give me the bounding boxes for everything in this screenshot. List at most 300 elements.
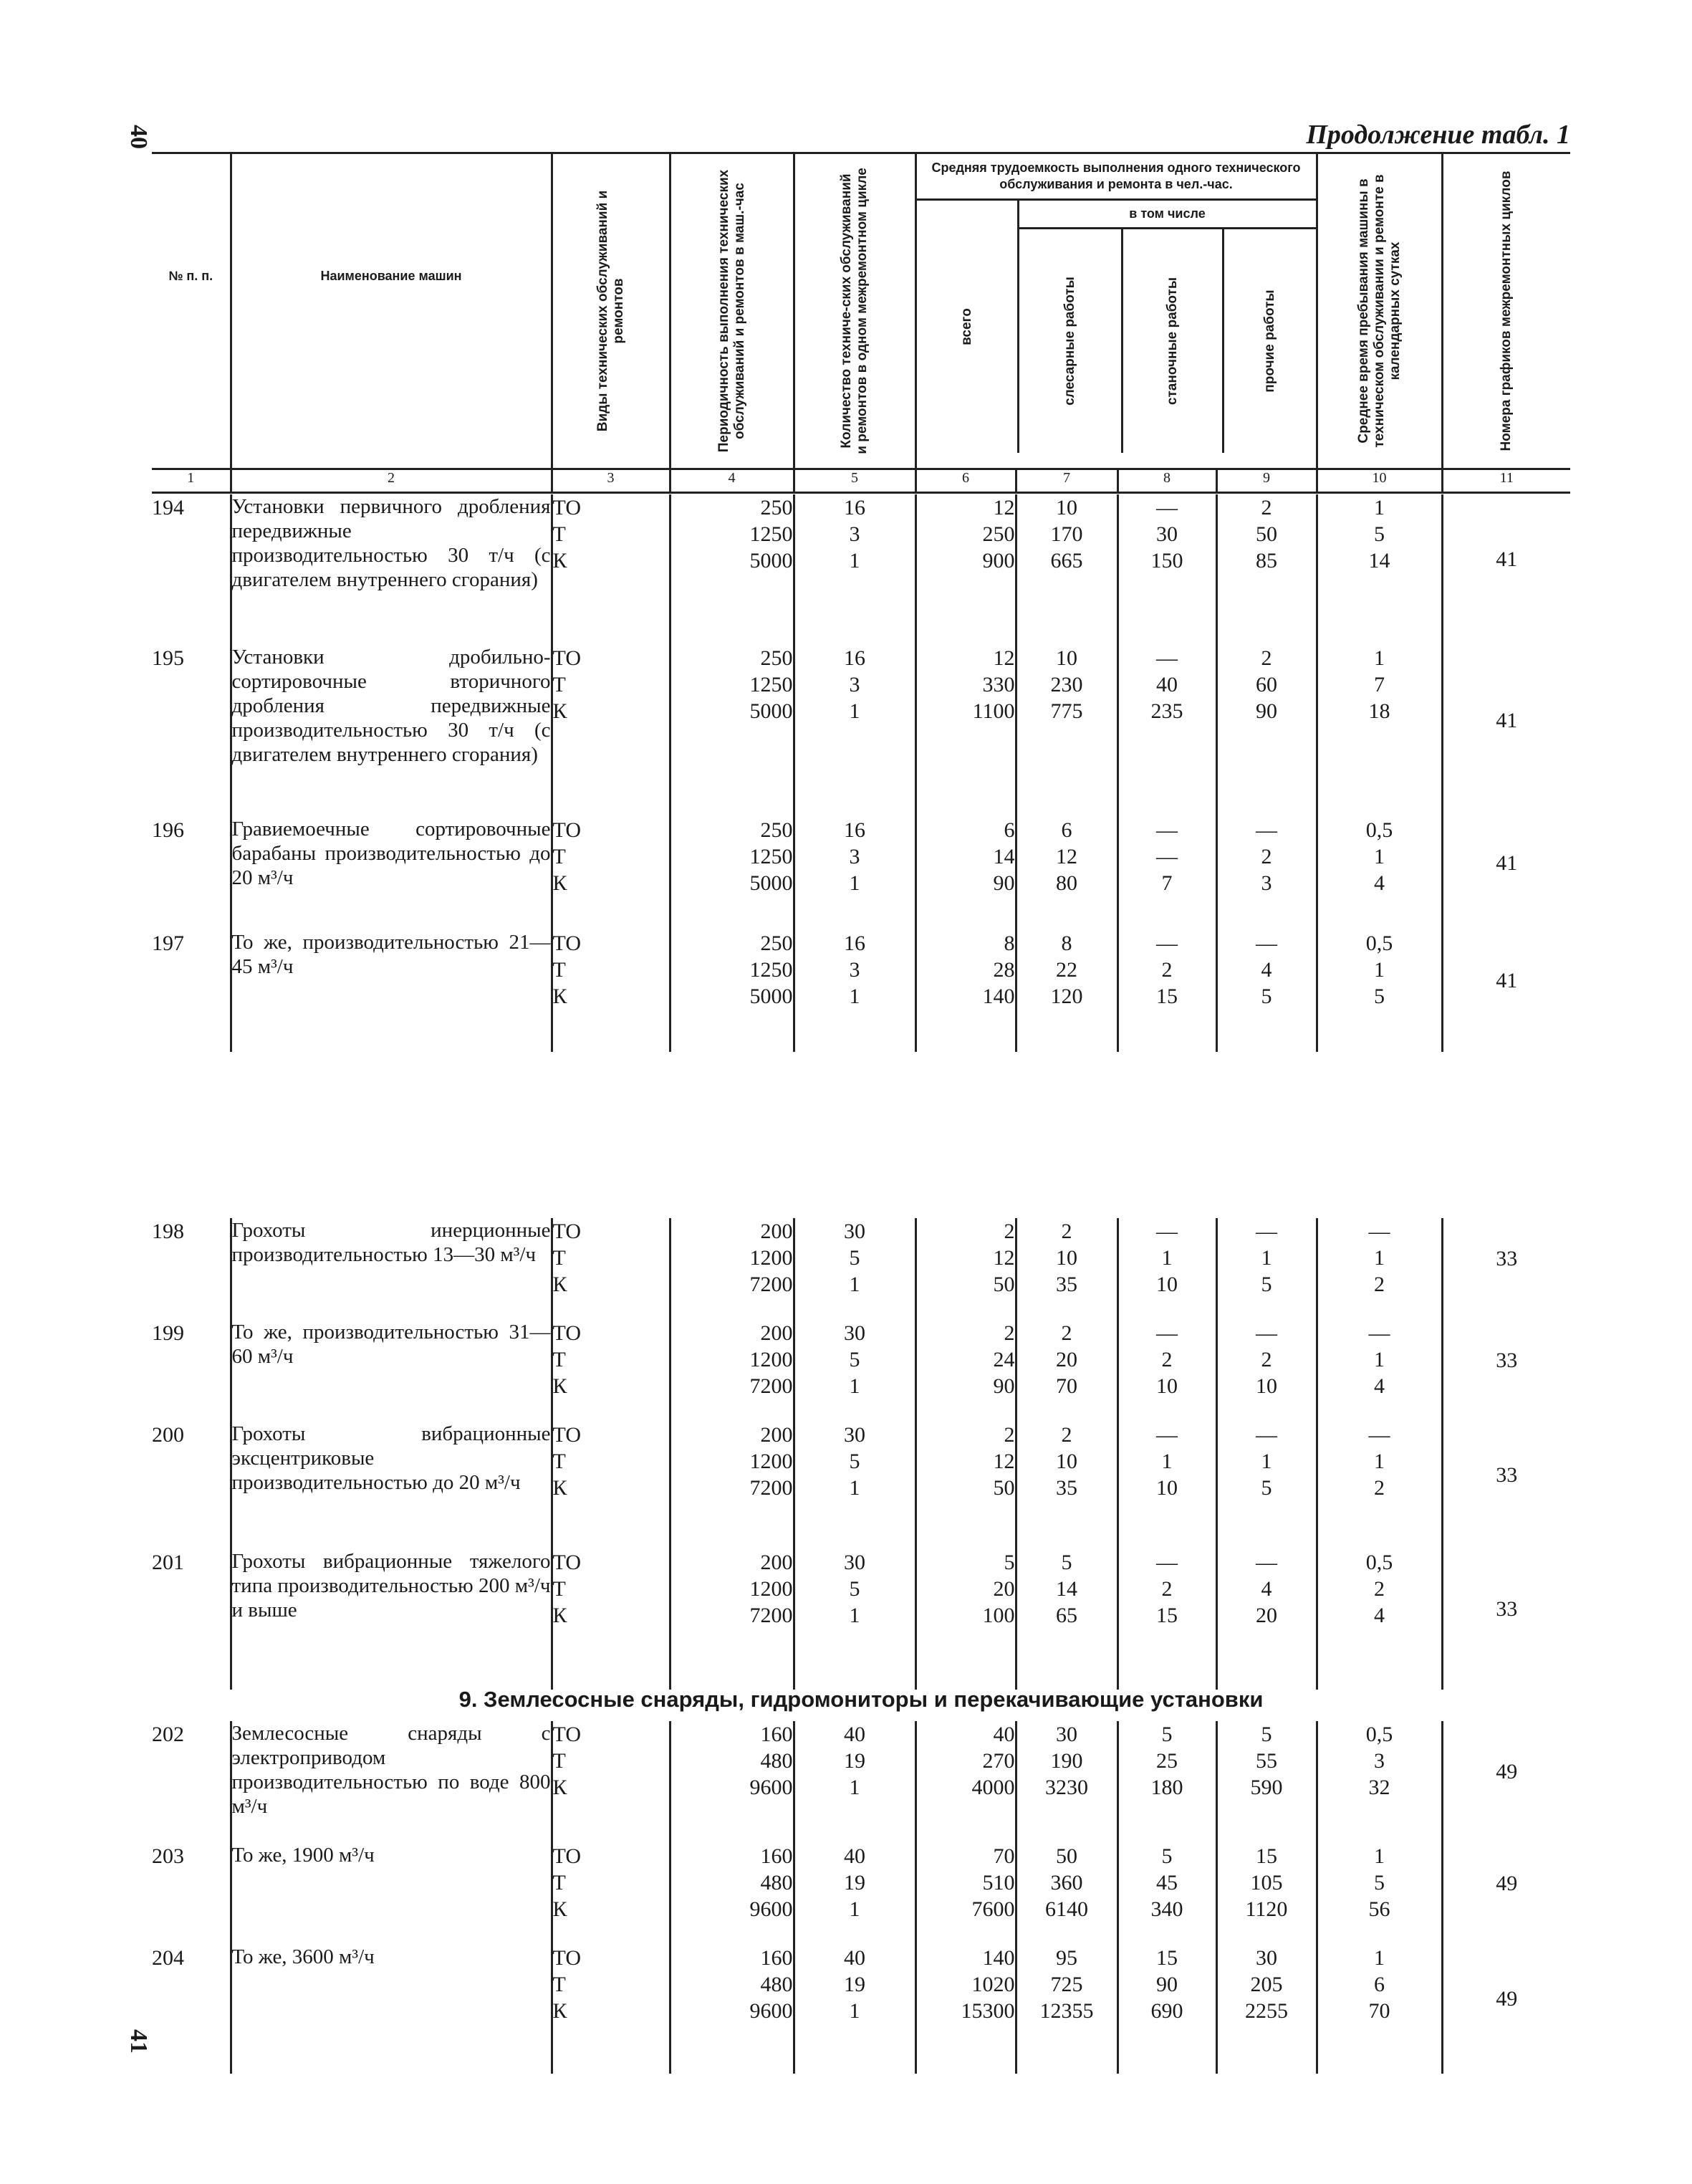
header-number: № п. п. xyxy=(152,153,231,469)
labor-total-value: 50 xyxy=(993,1476,1015,1500)
labor-other xyxy=(1216,1320,1317,1422)
labor-other-value: 55 xyxy=(1256,1749,1277,1773)
header-graph-numbers: Номера графиков межремонтных циклов xyxy=(1442,153,1570,469)
table-row xyxy=(152,1843,1570,1945)
labor-machine xyxy=(1117,1721,1216,1843)
labor-total-value: 90 xyxy=(993,1374,1015,1398)
labor-other-value: — xyxy=(1256,931,1277,955)
table-body-part1 xyxy=(152,494,1570,1052)
graph-number: 41 xyxy=(1442,494,1570,645)
maintenance-count-value: 40 xyxy=(844,1844,865,1868)
machine-name: Грохоты вибрационные эксцентриковые производительностью до 20 м³/ч xyxy=(231,1422,552,1549)
days-in-repair-value: 1 xyxy=(1374,1946,1385,1970)
labor-fitter-value: 22 xyxy=(1056,958,1077,982)
maintenance-kind-value: К xyxy=(552,1273,567,1296)
machine-name: То же, 3600 м³/ч xyxy=(231,1945,552,2074)
periodicity-value: 5000 xyxy=(749,985,793,1008)
labor-fitter-value: 70 xyxy=(1056,1374,1077,1398)
periodicity-value: 200 xyxy=(760,1423,793,1447)
labor-machine-value: — xyxy=(1156,646,1178,670)
maintenance-count-value: 16 xyxy=(844,818,865,842)
maintenance-kind-value: ТО xyxy=(552,1321,582,1345)
labor-other-value: 5 xyxy=(1261,1723,1272,1746)
labor-machine xyxy=(1117,930,1216,1052)
maintenance-kind-value: ТО xyxy=(552,1423,582,1447)
days-in-repair-value: 14 xyxy=(1368,549,1390,573)
maintenance-kind-value: К xyxy=(552,1776,567,1799)
labor-other-value: 1120 xyxy=(1245,1897,1288,1921)
maintenance-count xyxy=(794,1721,915,1843)
periodicity-value: 200 xyxy=(760,1220,793,1243)
periodicity-value: 480 xyxy=(760,1973,793,1996)
header-maintenance-kinds: Виды технических обслуживаний и ремонтов xyxy=(552,153,670,469)
row-number: 202 xyxy=(152,1723,184,1746)
labor-other-value: 2 xyxy=(1261,1348,1272,1371)
periodicity xyxy=(670,1721,794,1843)
maintenance-kind-value: ТО xyxy=(552,931,582,955)
labor-other xyxy=(1216,1945,1317,2074)
header-labor-group: Средняя трудоемкость выполнения одного технического обслуживания и ремонта в чел.-час. всего в том числе слесарные работы станочные работы прочие работы xyxy=(915,153,1317,469)
row-number: 201 xyxy=(152,1551,184,1574)
labor-other-value: 4 xyxy=(1261,958,1272,982)
labor-machine-value: 10 xyxy=(1156,1374,1178,1398)
row-number: 200 xyxy=(152,1423,184,1447)
machine-name: То же, 1900 м³/ч xyxy=(231,1843,552,1945)
labor-fitter-value: 190 xyxy=(1050,1749,1083,1773)
maintenance-kind-value: ТО xyxy=(552,1220,582,1243)
labor-other-value: 30 xyxy=(1256,1946,1277,1970)
periodicity-value: 250 xyxy=(760,496,793,519)
labor-fitter-value: 35 xyxy=(1056,1476,1077,1500)
graph-number: 49 xyxy=(1442,1945,1570,2074)
labor-fitter xyxy=(1016,817,1117,930)
maintenance-count xyxy=(794,1843,915,1945)
row-number: 194 xyxy=(152,496,184,519)
maintenance-count-value: 1 xyxy=(849,1273,860,1296)
column-number-3: 3 xyxy=(552,469,670,493)
table-row xyxy=(152,494,1570,645)
labor-fitter-value: 10 xyxy=(1056,1450,1077,1473)
maintenance-count-value: 3 xyxy=(849,958,860,982)
maintenance-kind-value: К xyxy=(552,1999,567,2023)
days-in-repair-value: 4 xyxy=(1374,1604,1385,1627)
maintenance-count-value: 1 xyxy=(849,1476,860,1500)
labor-machine-value: 150 xyxy=(1150,549,1183,573)
table-row xyxy=(152,817,1570,930)
maintenance-count-value: 5 xyxy=(849,1348,860,1371)
days-in-repair-value: 70 xyxy=(1368,1999,1390,2023)
column-number-7: 7 xyxy=(1016,469,1117,493)
maintenance-kind xyxy=(552,1843,670,1945)
header-including: в том числе xyxy=(1019,201,1316,229)
days-in-repair xyxy=(1317,645,1442,817)
days-in-repair-value: 4 xyxy=(1374,1374,1385,1398)
table-row xyxy=(152,930,1570,1052)
header-machine-name: Наименование машин xyxy=(231,153,552,469)
days-in-repair-value: 1 xyxy=(1374,1844,1385,1868)
periodicity-value: 480 xyxy=(760,1871,793,1895)
labor-machine-value: 10 xyxy=(1156,1273,1178,1296)
days-in-repair xyxy=(1317,930,1442,1052)
periodicity-value: 7200 xyxy=(749,1604,793,1627)
table-row xyxy=(152,1721,1570,1843)
maintenance-count-value: 30 xyxy=(844,1220,865,1243)
row-number: 198 xyxy=(152,1220,184,1243)
maintenance-kind-value: Т xyxy=(552,673,566,696)
periodicity-value: 1250 xyxy=(749,845,793,868)
labor-machine-value: 2 xyxy=(1161,1577,1173,1601)
column-number-5: 5 xyxy=(794,469,915,493)
labor-total-value: 2 xyxy=(1004,1220,1015,1243)
labor-machine xyxy=(1117,645,1216,817)
maintenance-count-value: 1 xyxy=(849,985,860,1008)
periodicity-value: 1250 xyxy=(749,522,793,546)
labor-machine-value: — xyxy=(1156,1551,1178,1574)
periodicity xyxy=(670,494,794,645)
labor-fitter-value: 665 xyxy=(1050,549,1083,573)
days-in-repair xyxy=(1317,1320,1442,1422)
days-in-repair-value: — xyxy=(1368,1220,1390,1243)
periodicity-value: 5000 xyxy=(749,699,793,723)
labor-other-value: — xyxy=(1256,1551,1277,1574)
days-in-repair xyxy=(1317,1218,1442,1320)
labor-total xyxy=(915,1218,1016,1320)
labor-machine-value: 15 xyxy=(1156,1604,1178,1627)
days-in-repair-value: 1 xyxy=(1374,845,1385,868)
labor-machine xyxy=(1117,1549,1216,1690)
labor-fitter-value: 12 xyxy=(1056,845,1077,868)
periodicity xyxy=(670,1218,794,1320)
column-number-1: 1 xyxy=(152,469,231,493)
table-row xyxy=(152,1422,1570,1549)
maintenance-count-value: 5 xyxy=(849,1577,860,1601)
graph-number: 41 xyxy=(1442,645,1570,817)
labor-other-value: 15 xyxy=(1256,1844,1277,1868)
labor-total-value: 510 xyxy=(982,1871,1015,1895)
machine-name: Установки первичного дробления передвижные производительностью 30 т/ч (с двигателем внутреннего сгорания) xyxy=(231,494,552,645)
labor-other-value: 20 xyxy=(1256,1604,1277,1627)
days-in-repair-value: 2 xyxy=(1374,1476,1385,1500)
maintenance-count-value: 1 xyxy=(849,1776,860,1799)
labor-fitter-value: 8 xyxy=(1061,931,1072,955)
labor-other-value: 10 xyxy=(1256,1374,1277,1398)
maintenance-kind-value: К xyxy=(552,1604,567,1627)
maintenance-count-value: 40 xyxy=(844,1946,865,1970)
labor-total-value: 12 xyxy=(993,1246,1015,1270)
labor-total-value: 140 xyxy=(982,1946,1015,1970)
periodicity-value: 1250 xyxy=(749,958,793,982)
maintenance-kind-value: Т xyxy=(552,1246,566,1270)
labor-other xyxy=(1216,817,1317,930)
graph-number: 33 xyxy=(1442,1320,1570,1422)
days-in-repair-value: 3 xyxy=(1374,1749,1385,1773)
labor-total-value: 12 xyxy=(993,496,1015,519)
row-number: 196 xyxy=(152,818,184,842)
labor-machine-value: — xyxy=(1156,931,1178,955)
labor-machine-value: 5 xyxy=(1161,1723,1173,1746)
labor-fitter-value: 2 xyxy=(1061,1423,1072,1447)
labor-other-value: 3 xyxy=(1261,871,1272,895)
labor-other xyxy=(1216,930,1317,1052)
days-in-repair-value: 56 xyxy=(1368,1897,1390,1921)
maintenance-kind-value: ТО xyxy=(552,1723,582,1746)
machine-name: Землесосные снаряды с электроприводом производительностью по воде 800 м³/ч xyxy=(231,1721,552,1843)
maintenance-kind-value: Т xyxy=(552,1749,566,1773)
labor-machine-value: 40 xyxy=(1156,673,1178,696)
days-in-repair-value: 1 xyxy=(1374,1246,1385,1270)
labor-other-value: 4 xyxy=(1261,1577,1272,1601)
days-in-repair-value: 18 xyxy=(1368,699,1390,723)
labor-machine-value: 235 xyxy=(1150,699,1183,723)
table-body-part2 xyxy=(152,1218,1570,1690)
header-other-work: прочие работы xyxy=(1222,229,1316,453)
header-machine-work: станочные работы xyxy=(1121,229,1222,453)
labor-machine-value: 2 xyxy=(1161,958,1173,982)
labor-fitter xyxy=(1016,1721,1117,1843)
periodicity-value: 1200 xyxy=(749,1246,793,1270)
column-number-11: 11 xyxy=(1442,469,1570,493)
table-row xyxy=(152,1320,1570,1422)
labor-other-value: — xyxy=(1256,1423,1277,1447)
header-days-in-repair: Среднее время пребывания машины в техническом обслуживании и ремонте в календарных сутках xyxy=(1317,153,1442,469)
maintenance-kind xyxy=(552,1422,670,1549)
labor-total xyxy=(915,1422,1016,1549)
header-fitter-work: слесарные работы xyxy=(1062,277,1077,406)
row-number: 204 xyxy=(152,1946,184,1970)
maintenance-kind-value: ТО xyxy=(552,1946,582,1970)
labor-machine-value: 690 xyxy=(1150,1999,1183,2023)
periodicity-value: 5000 xyxy=(749,871,793,895)
maintenance-count-value: 30 xyxy=(844,1423,865,1447)
section-title: 9. Землесосные снаряды, гидромониторы и перекачивающие установки xyxy=(458,1687,1264,1712)
labor-total-value: 12 xyxy=(993,1450,1015,1473)
labor-fitter-value: 14 xyxy=(1056,1577,1077,1601)
labor-fitter-value: 95 xyxy=(1056,1946,1077,1970)
maintenance-count xyxy=(794,817,915,930)
periodicity-value: 1200 xyxy=(749,1450,793,1473)
labor-machine-value: — xyxy=(1156,1423,1178,1447)
days-in-repair-value: 0,5 xyxy=(1365,1551,1393,1574)
maintenance-count-value: 40 xyxy=(844,1723,865,1746)
labor-machine-value: 15 xyxy=(1156,1946,1178,1970)
labor-total-value: 20 xyxy=(993,1577,1015,1601)
maintenance-count-value: 1 xyxy=(849,871,860,895)
labor-machine-value: 340 xyxy=(1150,1897,1183,1921)
maintenance-count-value: 19 xyxy=(844,1749,865,1773)
maintenance-count-value: 1 xyxy=(849,1999,860,2023)
labor-total-value: 4000 xyxy=(971,1776,1015,1799)
labor-fitter-value: 170 xyxy=(1050,522,1083,546)
labor-machine-value: 5 xyxy=(1161,1844,1173,1868)
labor-total-value: 14 xyxy=(993,845,1015,868)
labor-fitter-value: 2 xyxy=(1061,1321,1072,1345)
labor-other xyxy=(1216,1218,1317,1320)
labor-total-value: 1100 xyxy=(972,699,1015,723)
machine-name: Грохоты инерционные производительностью 13—30 м³/ч xyxy=(231,1218,552,1320)
days-in-repair-value: 7 xyxy=(1374,673,1385,696)
days-in-repair-value: 1 xyxy=(1374,496,1385,519)
days-in-repair xyxy=(1317,1549,1442,1690)
days-in-repair-value: 5 xyxy=(1374,522,1385,546)
labor-fitter xyxy=(1016,1320,1117,1422)
maintenance-kind-value: Т xyxy=(552,522,566,546)
days-in-repair-value: 4 xyxy=(1374,871,1385,895)
days-in-repair-value: 1 xyxy=(1374,1348,1385,1371)
labor-other-value: 2 xyxy=(1261,496,1272,519)
header-total: всего xyxy=(958,308,974,345)
labor-total-value: 250 xyxy=(982,522,1015,546)
labor-other xyxy=(1216,494,1317,645)
labor-fitter-value: 230 xyxy=(1050,673,1083,696)
labor-machine xyxy=(1117,1945,1216,2074)
labor-machine-value: 180 xyxy=(1150,1776,1183,1799)
labor-total-value: 270 xyxy=(982,1749,1015,1773)
maintenance-count-value: 16 xyxy=(844,496,865,519)
maintenance-kind-value: К xyxy=(552,699,567,723)
labor-machine-value: — xyxy=(1156,1321,1178,1345)
days-in-repair-value: 0,5 xyxy=(1365,818,1393,842)
periodicity xyxy=(670,1320,794,1422)
labor-machine xyxy=(1117,1218,1216,1320)
days-in-repair-value: 1 xyxy=(1374,958,1385,982)
days-in-repair-value: 2 xyxy=(1374,1273,1385,1296)
labor-other-value: 90 xyxy=(1256,699,1277,723)
column-number-2: 2 xyxy=(231,469,552,493)
machine-name: То же, производительностью 21—45 м³/ч xyxy=(231,930,552,1052)
days-in-repair-value: 5 xyxy=(1374,985,1385,1008)
periodicity xyxy=(670,930,794,1052)
labor-machine-value: 15 xyxy=(1156,985,1178,1008)
labor-machine-value: — xyxy=(1156,496,1178,519)
labor-fitter-value: 35 xyxy=(1056,1273,1077,1296)
table-row xyxy=(152,1945,1570,2074)
labor-fitter-value: 775 xyxy=(1050,699,1083,723)
days-in-repair-value: — xyxy=(1368,1321,1390,1345)
table-continuation-caption: Продолжение табл. 1 xyxy=(1306,120,1570,150)
maintenance-count-value: 30 xyxy=(844,1321,865,1345)
days-in-repair-value: 32 xyxy=(1368,1776,1390,1799)
labor-machine-value: 1 xyxy=(1161,1246,1173,1270)
graph-number: 49 xyxy=(1442,1843,1570,1945)
periodicity-value: 1200 xyxy=(749,1577,793,1601)
labor-other-value: — xyxy=(1256,1321,1277,1345)
maintenance-kind-value: К xyxy=(552,985,567,1008)
labor-other xyxy=(1216,1422,1317,1549)
maintenance-kind-value: ТО xyxy=(552,1551,582,1574)
labor-other-value: 5 xyxy=(1261,1273,1272,1296)
table-body-part3 xyxy=(152,1721,1570,2074)
periodicity-value: 9600 xyxy=(749,1897,793,1921)
column-number-4: 4 xyxy=(670,469,794,493)
maintenance-count-value: 16 xyxy=(844,931,865,955)
maintenance-kind-value: Т xyxy=(552,1348,566,1371)
maintenance-count xyxy=(794,645,915,817)
labor-other-value: 105 xyxy=(1250,1871,1283,1895)
machine-name: Установки дробильно-сортировочные вторичного дробления передвижные производительностью 30 т/ч (с двигателем внутреннего сгорания) xyxy=(231,645,552,817)
labor-fitter xyxy=(1016,930,1117,1052)
labor-total-value: 50 xyxy=(993,1273,1015,1296)
days-in-repair xyxy=(1317,1843,1442,1945)
labor-other-value: 60 xyxy=(1256,673,1277,696)
maintenance-count xyxy=(794,494,915,645)
maintenance-kind-value: К xyxy=(552,1374,567,1398)
labor-other-value: 2 xyxy=(1261,646,1272,670)
days-in-repair-value: 0,5 xyxy=(1365,1723,1393,1746)
maintenance-count-value: 30 xyxy=(844,1551,865,1574)
maintenance-kind-value: Т xyxy=(552,1450,566,1473)
labor-fitter-value: 65 xyxy=(1056,1604,1077,1627)
maintenance-count xyxy=(794,1218,915,1320)
labor-fitter-value: 725 xyxy=(1050,1973,1083,1996)
labor-machine xyxy=(1117,817,1216,930)
days-in-repair xyxy=(1317,1422,1442,1549)
column-number-8: 8 xyxy=(1117,469,1216,493)
maintenance-count xyxy=(794,1945,915,2074)
labor-other xyxy=(1216,1843,1317,1945)
maintenance-kind-value: Т xyxy=(552,958,566,982)
labor-machine-value: — xyxy=(1156,1220,1178,1243)
labor-total xyxy=(915,1843,1016,1945)
maintenance-count-value: 3 xyxy=(849,673,860,696)
labor-total-value: 2 xyxy=(1004,1321,1015,1345)
labor-other-value: 2 xyxy=(1261,845,1272,868)
maintenance-kind-value: К xyxy=(552,871,567,895)
days-in-repair-value: — xyxy=(1368,1423,1390,1447)
labor-total xyxy=(915,930,1016,1052)
maintenance-count xyxy=(794,1549,915,1690)
row-number: 197 xyxy=(152,931,184,955)
labor-fitter xyxy=(1016,1843,1117,1945)
labor-fitter-value: 3230 xyxy=(1045,1776,1088,1799)
labor-other xyxy=(1216,1721,1317,1843)
graph-number: 41 xyxy=(1442,930,1570,1052)
graph-number: 49 xyxy=(1442,1721,1570,1843)
labor-fitter xyxy=(1016,1549,1117,1690)
days-in-repair-value: 1 xyxy=(1374,1450,1385,1473)
labor-machine-value: — xyxy=(1156,818,1178,842)
maintenance-count xyxy=(794,930,915,1052)
maintenance-kind-value: ТО xyxy=(552,1844,582,1868)
maintenance-kind-value: К xyxy=(552,1897,567,1921)
labor-total xyxy=(915,494,1016,645)
periodicity-value: 250 xyxy=(760,646,793,670)
periodicity-value: 200 xyxy=(760,1321,793,1345)
maintenance-count-value: 5 xyxy=(849,1246,860,1270)
page-number-top: 40 xyxy=(125,125,152,149)
table-header xyxy=(152,152,1570,494)
maintenance-count xyxy=(794,1422,915,1549)
periodicity xyxy=(670,1422,794,1549)
labor-total-value: 6 xyxy=(1004,818,1015,842)
labor-other-value: 2255 xyxy=(1245,1999,1288,2023)
periodicity-value: 9600 xyxy=(749,1999,793,2023)
labor-machine xyxy=(1117,1422,1216,1549)
periodicity xyxy=(670,817,794,930)
maintenance-count-value: 1 xyxy=(849,1604,860,1627)
periodicity xyxy=(670,1945,794,2074)
maintenance-kind xyxy=(552,1218,670,1320)
labor-total-value: 5 xyxy=(1004,1551,1015,1574)
labor-total xyxy=(915,1945,1016,2074)
machine-name: Гравиемоечные сортировочные барабаны производительностью до 20 м³/ч xyxy=(231,817,552,930)
labor-other-value: 5 xyxy=(1261,1476,1272,1500)
labor-machine-value: 30 xyxy=(1156,522,1178,546)
periodicity xyxy=(670,645,794,817)
labor-fitter-value: 6 xyxy=(1061,818,1072,842)
labor-other-value: 1 xyxy=(1261,1246,1272,1270)
labor-total xyxy=(915,1549,1016,1690)
maintenance-count-value: 19 xyxy=(844,1973,865,1996)
